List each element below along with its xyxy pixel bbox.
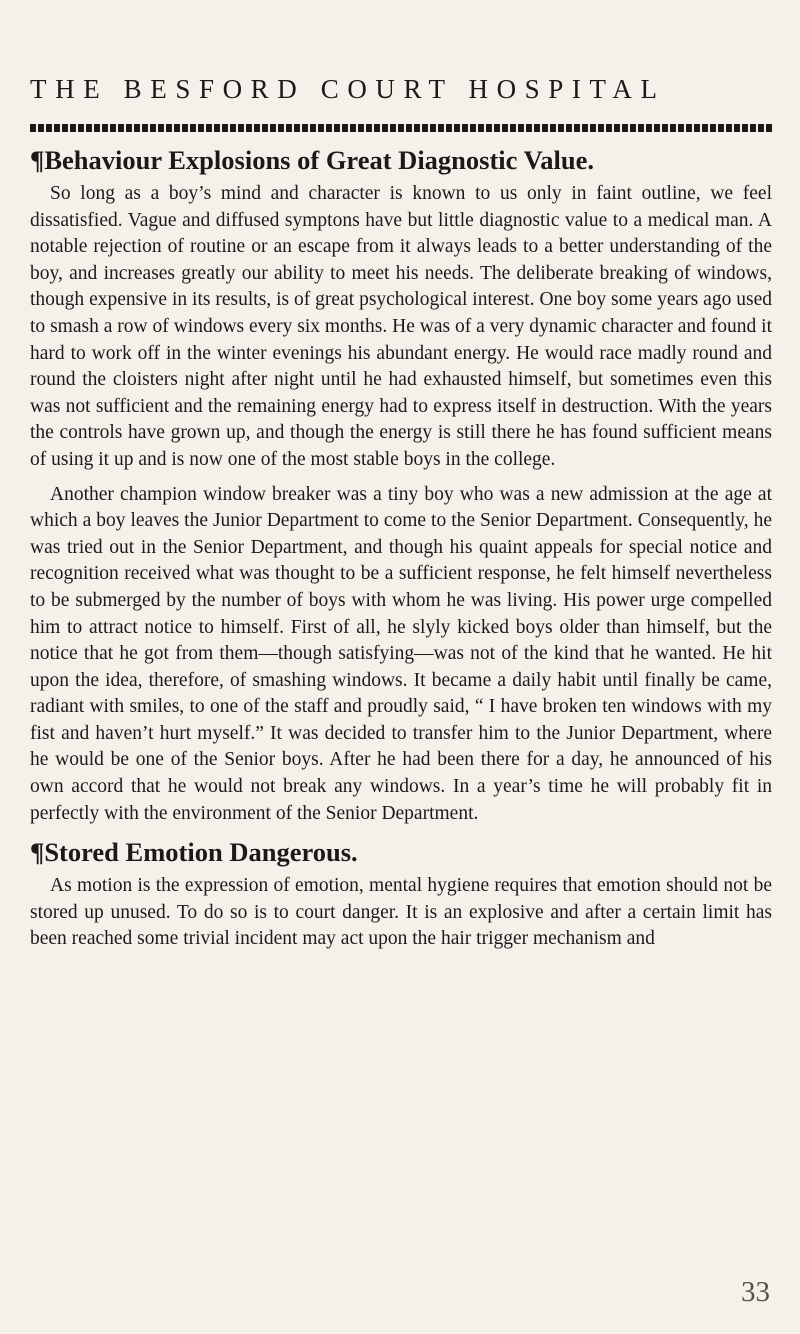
pilcrow-icon: ¶ [30, 837, 45, 868]
ornamental-rule [30, 124, 772, 132]
page-number: 33 [741, 1276, 770, 1308]
paragraph: Another champion window breaker was a tiny boy who was a new admission at the age at which a boy leaves the Junior Department to come to the Senior Department. Consequently, he was tried out in the Senior Department, and though his quaint appeals for special notice and recognition received what was thought to be a sufficient response, he felt himself nevertheless to be submerged by the number of boys with whom he was living. His power urge compelled him to attract notice to himself. First of all, he slyly kicked boys older than himself, but the notice that he got from them—though satisfying—was not of the kind that he wanted. He hit upon the idea, therefore, of smashing windows. It became a daily habit until finally be came, radiant with smiles, to one of the staff and proudly said, “ I have broken ten windows with my fist and haven’t hurt myself.” It was decided to transfer him to the Junior Department, where he would be one of the Senior boys. After he had been there for a day, he announced of his own accord that he would not break any windows. In a year’s time he will probably fit in perfectly with the environment of the Senior Department. [30, 483, 772, 824]
pilcrow-icon: ¶ [30, 145, 45, 175]
paragraph: So long as a boy’s mind and character is known to us only in faint outline, we feel dissatisfied. Vague and diffused symptons have but little diagnostic value to a medical man. A notable rejection of routine or an escape from it always leads to a better understanding of the boy, and increases greatly our ability to meet his needs. The deliberate breaking of windows, though expensive in its results, is of great psychological interest. One boy some years ago used to smash a row of windows every six months. He was of a very dynamic character and found it hard to work off in the winter evenings his abundant energy. He would race madly round and round the cloisters night after night until he had exhausted himself, but sometimes even this was not sufficient and the remaining energy had to express itself in destruction. With the years the controls have grown up, and though the energy is still there he has found sufficient means of using it up and is now one of the most stable boys in the college. [30, 183, 772, 470]
running-head: THE BESFORD COURT HOSPITAL [30, 74, 666, 104]
section-heading-text: Stored Emotion Dangerous. [44, 837, 358, 868]
paragraph: As motion is the expression of emotion, mental hygiene requires that emotion should not be stored up unused. To do so is to court danger. It is an explosive and after a certain limit has been reached some trivial incident may act upon the hair trigger mechanism and [30, 875, 772, 950]
section-heading [30, 144, 772, 176]
section-heading-text: Behaviour Explosions of Great Diagnostic Value. [44, 145, 595, 175]
page-content [30, 144, 772, 953]
section-heading [30, 836, 772, 868]
